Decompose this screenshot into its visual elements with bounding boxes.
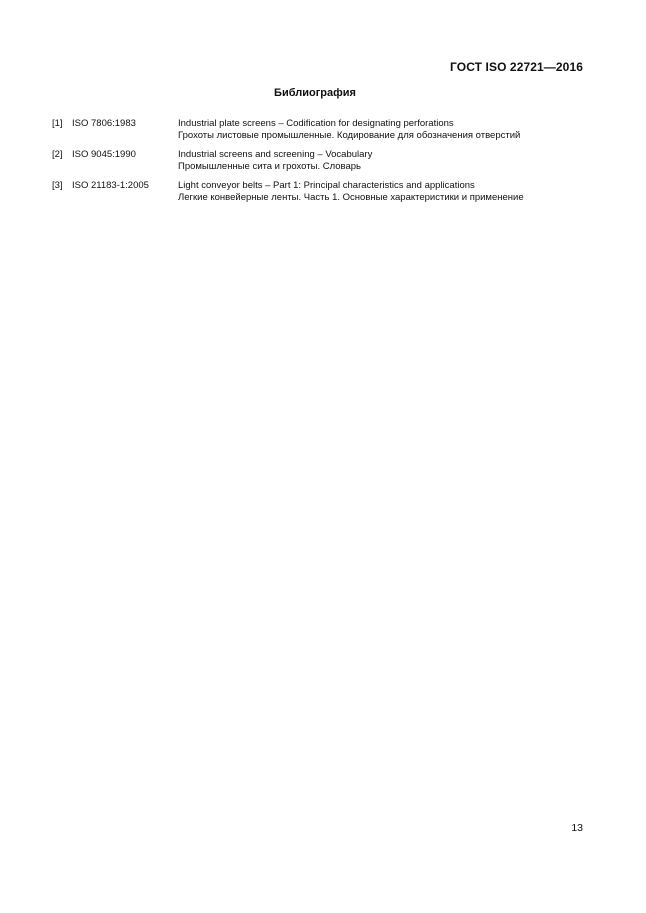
entry-number: [1] xyxy=(52,118,63,129)
entry-title-ru: Легкие конвейерные ленты. Часть 1. Основные характеристики и применение xyxy=(178,192,524,203)
entry-standard-code: ISO 9045:1990 xyxy=(72,149,136,160)
entry-titles xyxy=(178,180,592,204)
bibliography-entry xyxy=(52,149,592,173)
bibliography-title: Библиография xyxy=(274,87,356,99)
entry-number: [2] xyxy=(52,149,63,160)
entry-standard-code: ISO 7806:1983 xyxy=(72,118,136,129)
bibliography-entry xyxy=(52,180,592,204)
bibliography-entry xyxy=(52,118,592,142)
page-number: 13 xyxy=(571,822,583,834)
entry-number: [3] xyxy=(52,180,63,191)
entry-title-ru: Грохоты листовые промышленные. Кодирование для обозначения отверстий xyxy=(178,130,521,141)
entry-titles xyxy=(178,118,592,142)
entry-title-en: Light conveyor belts – Part 1: Principal characteristics and applications xyxy=(178,180,475,191)
entry-titles xyxy=(178,149,592,173)
entry-title-ru: Промышленные сита и грохоты. Словарь xyxy=(178,161,361,172)
bibliography-list xyxy=(52,118,592,211)
entry-title-en: Industrial screens and screening – Vocabulary xyxy=(178,149,373,160)
entry-standard-code: ISO 21183-1:2005 xyxy=(72,180,149,191)
standard-code-header: ГОСТ ISO 22721—2016 xyxy=(450,60,583,74)
entry-title-en: Industrial plate screens – Codification for designating perforations xyxy=(178,118,454,129)
